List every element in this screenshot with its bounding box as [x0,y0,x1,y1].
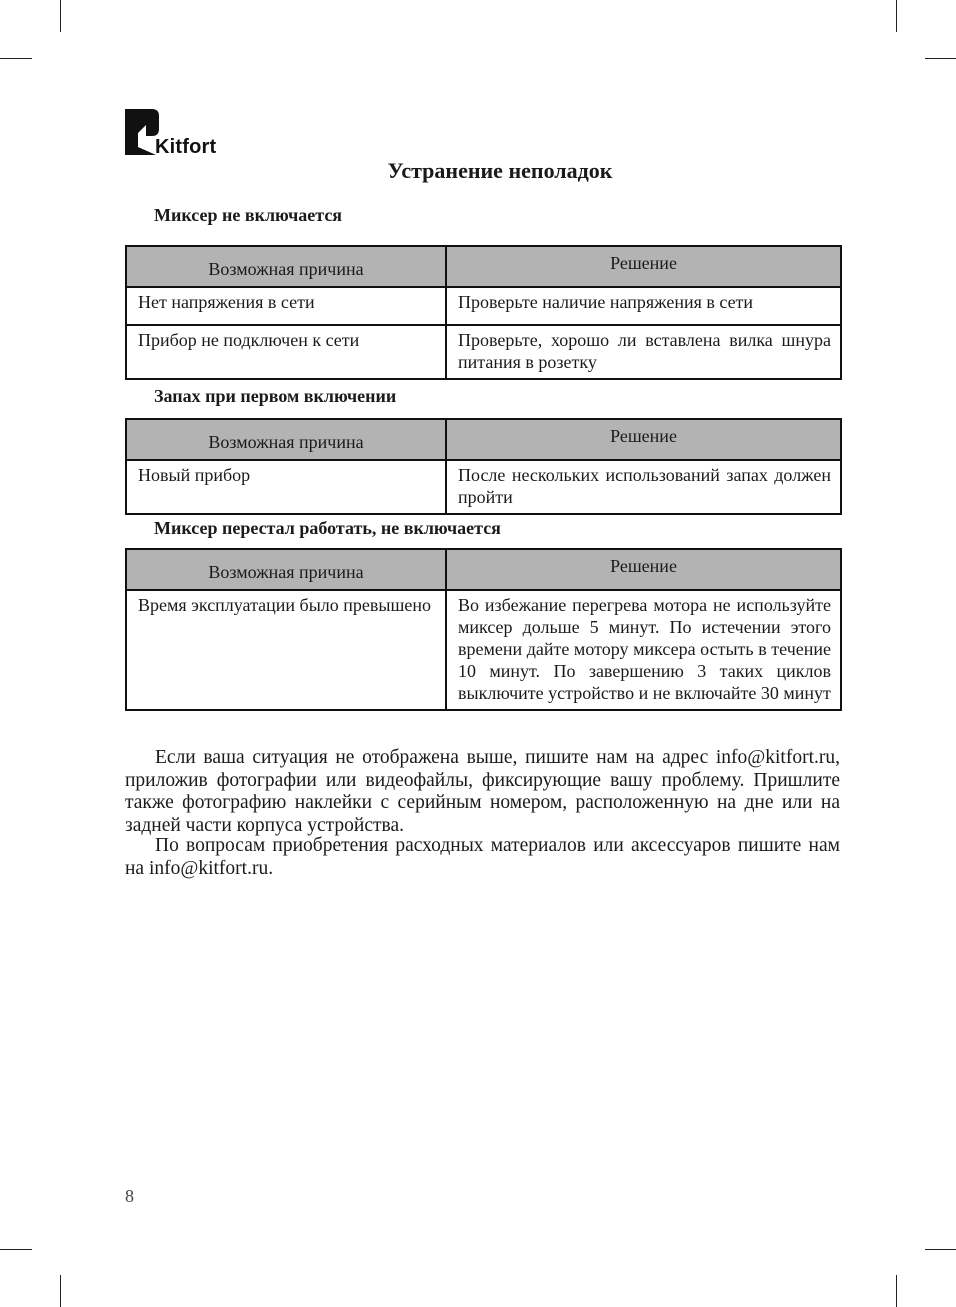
solution-cell: После нескольких использований запах должен пройти [446,460,841,514]
section-title: Миксер перестал работать, не включается [154,518,501,538]
contact-paragraph [125,747,840,837]
table-row [126,590,841,710]
table-header-row [126,419,841,460]
crop-mark [896,1275,897,1307]
header-cause: Возможная причина [126,246,446,287]
crop-mark [925,58,956,59]
brand-name: Kitfort [155,136,217,158]
header-solution: Решение [446,419,841,460]
table-row [126,325,841,379]
crop-mark [896,0,897,32]
table-header-row [126,549,841,590]
cause-cell: Новый прибор [126,460,446,514]
crop-mark [0,58,32,59]
section-title: Миксер не включается [154,205,343,225]
cause-cell: Прибор не подключен к сети [126,325,446,379]
kitfort-logo [125,109,225,159]
cause-cell: Нет напряжения в сети [126,287,446,325]
page-title: Устранение неполадок [387,158,613,183]
page-number: 8 [125,1186,134,1206]
troubleshooting-table [125,548,842,711]
supplies-paragraph [125,835,840,880]
troubleshooting-table [125,245,842,380]
header-cause: Возможная причина [126,419,446,460]
header-solution: Решение [446,549,841,590]
crop-mark [925,1249,956,1250]
crop-mark [60,0,61,32]
crop-mark [0,1249,32,1250]
header-cause: Возможная причина [126,549,446,590]
table-header-row [126,246,841,287]
header-solution: Решение [446,246,841,287]
solution-cell: Проверьте наличие напряжения в сети [446,287,841,325]
section-title: Запах при первом включении [154,386,397,406]
table-row [126,287,841,325]
table-row [126,460,841,514]
solution-cell: Проверьте, хорошо ли вставлена вилка шнура питания в розетку [446,325,841,379]
crop-mark [60,1275,61,1307]
troubleshooting-table [125,418,842,515]
solution-cell: Во избежание перегрева мотора не используйте миксер дольше 5 минут. По истечении этого времени дайте мотору миксера остыть в течение 10 минут. По завершению 3 таких циклов выключите устройство и не включайте 30 минут [446,590,841,710]
kitfort-logo-mark-icon [125,109,159,155]
contact-paragraph-text: Если ваша ситуация не отображена выше, пишите нам на адрес info@kitfort.ru, приложив фотографии или видеофайлы, фиксирующие вашу проблему. Пришлите также фотографию наклейки с серийным номером, расположенную на дне или на задней части корпуса устройства. [125,747,840,836]
supplies-paragraph-text: По вопросам приобретения расходных материалов или аксессуаров пишите нам на info@kitfort.ru. [125,835,840,879]
cause-cell: Время эксплуатации было превышено [126,590,446,710]
